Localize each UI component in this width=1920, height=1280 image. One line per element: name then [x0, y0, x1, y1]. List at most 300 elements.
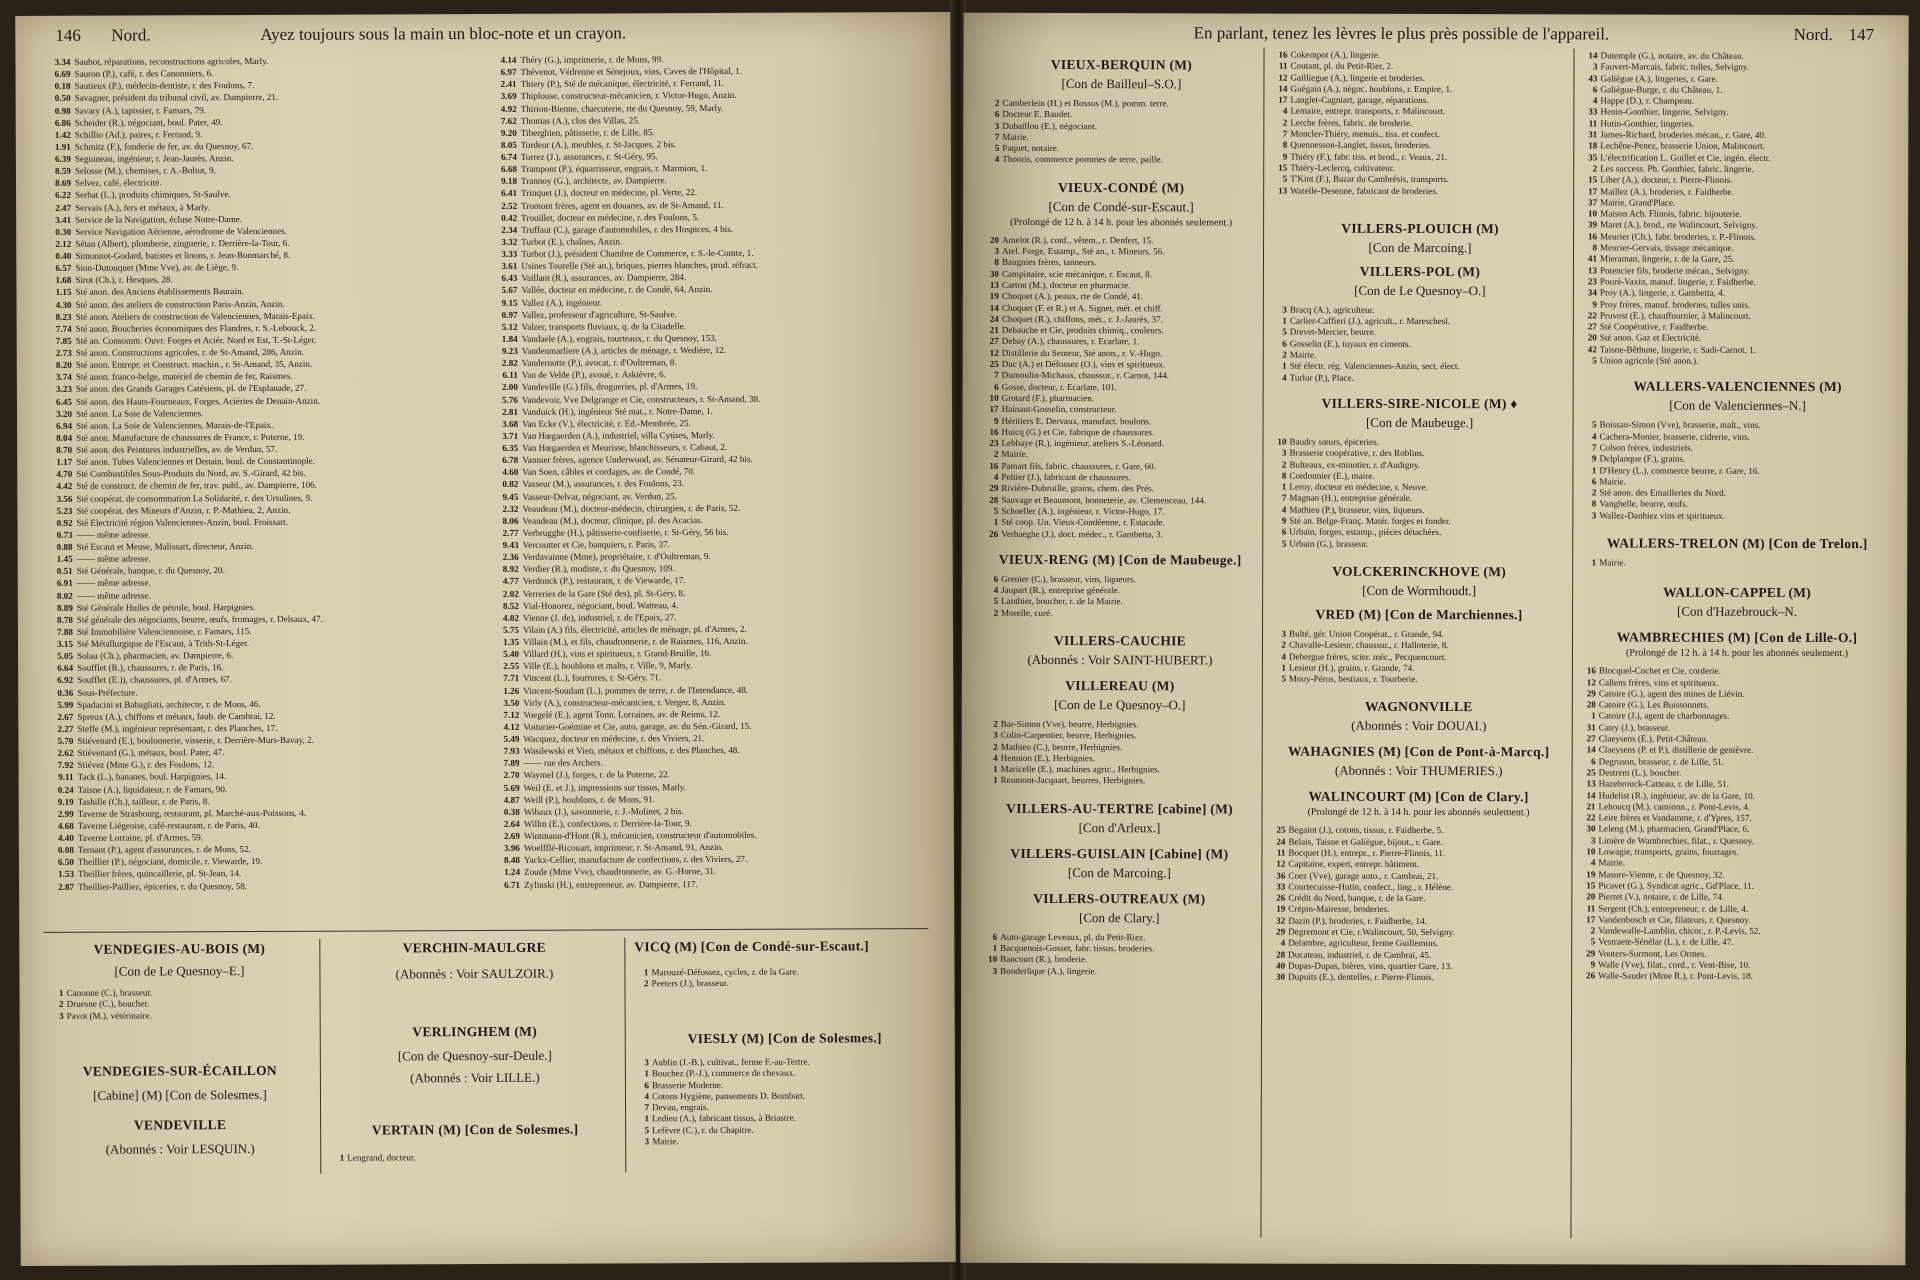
listing-row: [983, 965, 1255, 977]
listing-text: Bouchez (P.-J.), commerce de chevaux.: [651, 1067, 796, 1079]
listing-text: Verreries de la Gare (Sté des), pl. St-Géry, 8.: [522, 587, 686, 599]
listing-number: 29: [1586, 688, 1596, 699]
listing-number: 26: [1276, 892, 1286, 903]
listing-number: 14: [1588, 50, 1598, 61]
listing-number: 3: [1281, 628, 1287, 639]
listing-text: Begaint (J.), cotons, tissus, r. Faidherbe, 5.: [1288, 825, 1444, 836]
listing-number: 18: [1588, 140, 1598, 151]
listing-row: [1273, 83, 1567, 95]
listing-row: [1581, 948, 1891, 960]
listing-text: Van Hœgaerden (A.), industriel, villa Cytises, Marly.: [522, 429, 715, 441]
listing-number: 2.67: [57, 711, 74, 722]
listing-text: Sté anon. Constructions agricoles, r. de St-Amand, 286, Anzin.: [75, 346, 305, 358]
listing-text: Atel. Forge, Estamp., Sté an., r. Mineurs, 56.: [1002, 245, 1165, 257]
listing-row: [1272, 527, 1566, 539]
listing-row: [1583, 62, 1893, 74]
listing-row: [1583, 141, 1893, 153]
listing-text: Meurier-Gervais, tissage mécanique.: [1600, 242, 1734, 253]
listing-number: 3: [992, 965, 998, 976]
listing-row: [1583, 107, 1893, 119]
listing-number: 29: [989, 483, 999, 494]
listing-text: Verhaeghe (J.), doct. médec., r. Gambetta, 3.: [1001, 528, 1163, 539]
listing-number: 8.06: [502, 515, 519, 526]
listing-text: Claeysens (P. et P.), distillerie de genièvre.: [1598, 744, 1754, 756]
listing-number: 11: [1586, 902, 1596, 913]
listing-number: 40: [1276, 960, 1286, 971]
listing-text: Chavalle-Lesieur, chaussur., r. Halloterie, 8.: [1288, 639, 1449, 651]
listing-number: 4.77: [502, 576, 519, 587]
listing-row: [1272, 628, 1566, 640]
listing-text: Saubot, réparations, reconstructions agricoles, Marly.: [74, 55, 269, 67]
listing-number: 25: [1586, 767, 1596, 778]
listing-text: Hainaut-Gosselin, constructeur.: [1001, 404, 1117, 415]
listing-row: [1273, 437, 1567, 449]
listing-text: Crépin-Mairesse, broderies.: [1288, 904, 1390, 915]
listing-row: [1271, 848, 1565, 860]
listing-number: 2.82: [501, 357, 518, 369]
listing-text: Coutant, pl. du Petit-Rier, 2.: [1290, 60, 1394, 72]
listing-row: [1581, 937, 1891, 949]
listing-text: Sté anon. La Soie de Valenciennes, Marais-de-l'Epaix.: [76, 419, 274, 431]
listing-number: 5: [994, 143, 1000, 154]
listing-number: 0.40: [55, 250, 72, 261]
listing-row: [984, 764, 1256, 776]
listing-number: 15: [1588, 174, 1598, 185]
listing-number: 17: [1278, 94, 1288, 105]
listing-row: [985, 132, 1257, 144]
listing-number: 27: [989, 336, 999, 347]
listing-number: 2: [993, 718, 998, 729]
listing-number: 16: [1586, 665, 1596, 676]
page-number: 147: [1848, 25, 1875, 45]
listing-row: [1583, 73, 1893, 85]
listing-text: Ledieu (A.), fabricant tissus, à Briastre.: [652, 1113, 796, 1124]
listing-row: [1583, 152, 1893, 164]
listing-number: 0.38: [503, 806, 520, 817]
town-entries: [1272, 628, 1566, 685]
listing-text: Bocquet (H.), entrepr., r. Pierre-Flinois, 11.: [1288, 847, 1446, 859]
listing-number: 8: [1592, 242, 1598, 253]
listing-text: Thooris, commerce pommes de terre, paille.: [1002, 154, 1163, 165]
town-vendeville: [50, 1117, 310, 1158]
listing-row: [1583, 186, 1893, 198]
listing-number: 0.88: [56, 541, 73, 552]
listing-text: Picavet (G.), Syndicat agric., Gd'Place, 11.: [1598, 880, 1754, 891]
listing-row: [1271, 893, 1565, 905]
listing-number: 5: [1282, 173, 1288, 184]
listing-row: [1273, 117, 1567, 129]
listing-row: [1271, 859, 1565, 871]
listing-text: Selvez, café, électricité.: [74, 177, 162, 189]
listing-text: Blocquel-Cochet et Cie, corderie.: [1598, 665, 1721, 677]
listing-row: [1274, 50, 1568, 62]
listing-number: 4: [1280, 937, 1286, 948]
listing-text: Vouters-Surmont, Les Ormes.: [1598, 948, 1707, 959]
listing-text: Mairie, Grand'Place.: [1600, 197, 1676, 208]
listing-row: [984, 574, 1256, 586]
listing-text: Service Navigation Aérienne, aérodrome de Valenciennes.: [75, 225, 287, 237]
listing-number: 6.41: [501, 188, 518, 199]
listing-number: 14: [989, 302, 999, 313]
listing-number: 10: [988, 954, 998, 965]
listing-text: Schillio (Ad.), paires, r. Ferrand, 9.: [74, 128, 203, 140]
listing-number: 26: [1586, 970, 1596, 981]
town-villers-cauchie: [984, 633, 1256, 669]
listing-text: Tack (L.), bananes, boul. Harpignies, 14.: [77, 771, 227, 783]
listing-text: Brasserie coopérative, r. des Roblins.: [1289, 447, 1425, 459]
listing-text: Linière de Wambrechies, filat., r. Quesnoy.: [1598, 835, 1755, 846]
listing-row: [1272, 651, 1566, 663]
listing-row: [1272, 504, 1566, 516]
listing-number: 10: [1586, 846, 1596, 857]
listing-row: [1583, 344, 1893, 356]
listing-row: [1273, 72, 1567, 84]
listing-text: Drevet-Mercier, beurre.: [1289, 327, 1377, 338]
listing-number: 15: [1586, 880, 1596, 891]
listing-row: [1272, 459, 1566, 471]
listing-number: 7: [1281, 493, 1287, 504]
listing-text: Mairie.: [652, 1136, 679, 1147]
listing-number: 0.42: [501, 212, 518, 223]
listing-text: Schmitz (F.), fonderie de fer, av. du Quesnoy, 67.: [74, 140, 254, 152]
left-page: [15, 12, 955, 1266]
listing-number: 4.14: [500, 54, 517, 65]
listing-text: Sergent (Ch.), entrepreneur, r. de Lille, 4.: [1598, 902, 1749, 914]
listing-row: [1273, 174, 1567, 186]
listing-row: [487, 877, 932, 891]
listing-text: Willm (E.), confections, r. Derrière-la-Tour, 9.: [523, 817, 692, 829]
listing-text: Soufflet (R.), chaussures, r. de Paris, 16.: [77, 662, 224, 674]
listing-row: [1581, 869, 1891, 881]
listing-text: Sté anon. des ateliers de construction Paris-Anzin, Anzin.: [75, 298, 285, 310]
listing-text: Huicq (G.) et Cie, fabrique de chaussures.: [1001, 426, 1155, 438]
listing-text: Henin-Gonthier, lingerie, Selvigny.: [1600, 106, 1729, 118]
town-hours-note: (Prolongé de 12 h. à 14 h. pour les abonnés seulement.): [1010, 216, 1233, 229]
town-vred: [1272, 606, 1566, 685]
listing-number: 7: [994, 370, 999, 381]
listing-number: 5: [993, 505, 999, 516]
listing-row: [1582, 487, 1892, 499]
listing-row: [1273, 304, 1567, 316]
listing-row: [985, 235, 1257, 247]
listing-text: Servais (A.), fers et métaux, à Marly.: [75, 201, 210, 213]
listing-number: 4.68: [57, 820, 74, 831]
listing-row: [984, 517, 1256, 529]
listing-number: 7.89: [503, 758, 520, 769]
listing-text: Héritiers E. Dervaux, manufact. boulons.: [1001, 415, 1152, 426]
listing-number: 16: [1587, 231, 1598, 242]
listing-row: [1583, 209, 1893, 221]
listing-number: 9: [1590, 959, 1596, 970]
town-name: VILLERS-PLOUICH (M): [1341, 220, 1499, 237]
listing-row: [1271, 915, 1565, 927]
listing-number: 6.78: [502, 454, 519, 466]
listing-number: 1: [992, 942, 998, 953]
listing-row: [985, 143, 1257, 155]
listing-text: Sté anon. La Soie de Valenciennes.: [75, 407, 204, 419]
listing-number: 13: [1586, 778, 1596, 789]
listing-number: 9.20: [500, 127, 517, 138]
listing-text: Duc (A.) et Défossez (O.), vins et spiritueux.: [1001, 358, 1166, 370]
listing-text: Lehoucq (M.), camionn., r. Pont-Levis, 4.: [1598, 801, 1751, 812]
listing-number: 24: [1276, 836, 1286, 847]
listing-text: Sté anon. des Grands Garages Catésiens, pl. de l'Esplanade, 27.: [75, 383, 307, 395]
listing-text: Sté coopérat. des Mineurs d'Anzin, r. P.-Mathieu, 2, Anzin.: [76, 504, 291, 516]
listing-row: [985, 370, 1257, 382]
listing-number: 11: [1588, 118, 1598, 129]
listing-number: 9.43: [502, 539, 519, 550]
listing-text: Marouzé-Défossez, cycles, r. de la Gare.: [651, 966, 799, 978]
listing-number: 2: [993, 449, 999, 460]
listing-text: Sté Coopérative, r. Faidherbe.: [1599, 321, 1709, 332]
listing-text: Vial-Honorez, négociant, boul. Watteau, 4.: [522, 599, 679, 611]
listing-number: 3.33: [501, 248, 518, 259]
town-canton: [Con d'Hazebrouck–N.: [1677, 603, 1798, 620]
town-name: VIESLY (M) [Con de Solesmes.]: [687, 1030, 882, 1047]
listing-row: [1273, 185, 1567, 197]
listing-number: 8: [1282, 139, 1288, 150]
listing-text: Vandaele (A.), engrais, tourteaux, r. du Quesnoy, 153.: [521, 332, 718, 344]
town-wallers-valenciennes: [1582, 379, 1892, 522]
listing-text: Lefèvre (C.), r. du Chapitre.: [652, 1124, 754, 1136]
listing-number: 3.61: [501, 260, 518, 272]
listing-text: Dazin (P.), broderies, r. Faidherbe, 14.: [1288, 915, 1427, 926]
listing-text: Devau, engrais.: [652, 1102, 709, 1113]
listing-row: [985, 336, 1257, 348]
listing-row: [1581, 925, 1891, 937]
listing-number: 4: [1282, 106, 1288, 117]
listing-text: Vandernotte (P.), avocat, r. d'Oultreman, 8.: [521, 357, 677, 368]
listing-row: [1582, 790, 1892, 802]
listing-text: Mairie.: [1002, 131, 1029, 142]
listing-text: Sté anon. Manufacture de chaussures de France, r. Poterne, 19.: [76, 431, 305, 443]
listing-row: [1273, 316, 1567, 328]
town-entries: [1582, 420, 1892, 522]
listing-number: 19: [1586, 869, 1596, 880]
listing-number: 1: [58, 987, 64, 998]
listing-number: 3.23: [55, 384, 72, 395]
town-canton: [Con de Condé-sur-Escaut.]: [1048, 198, 1194, 215]
listing-number: 6: [644, 1079, 649, 1090]
listing-number: 16: [1278, 49, 1288, 60]
listing-number: 39: [1587, 219, 1598, 230]
listing-row: [1583, 322, 1893, 334]
listing-text: Moncler-Thiéry, menuis., tiss. et confect.: [1290, 128, 1440, 140]
listing-text: Wacquez, docteur en médecine, r. des Viviers, 21.: [523, 733, 705, 744]
listing-text: Urbain (G.), brasseur.: [1289, 538, 1369, 549]
listing-number: 4: [1281, 504, 1287, 515]
listing-text: Baudry sœurs, épiceries.: [1289, 436, 1379, 447]
listing-row: [1582, 745, 1892, 757]
listing-text: Les success. Ph. Gonthier, fabric. lingerie.: [1600, 163, 1754, 174]
town-verlinghem: [330, 1023, 620, 1086]
listing-number: 6.86: [54, 117, 71, 128]
town-villers-sire-nicole: [1272, 396, 1566, 551]
listing-text: Jaupart (R.), entreprise générale.: [1001, 584, 1120, 596]
listing-number: 20: [1586, 891, 1596, 902]
listing-text: Bonderlique (A.), lingerie.: [1000, 965, 1097, 976]
listing-row: [41, 879, 479, 893]
listing-row: [984, 449, 1256, 461]
listing-row: [1271, 938, 1565, 950]
listing-text: Savagner, président du tribunal civil, av. Dampierre, 21.: [74, 92, 279, 104]
listing-row: [1581, 835, 1891, 847]
listing-row: [1273, 61, 1567, 73]
listing-row: [984, 753, 1256, 765]
listing-text: Théry (G.), imprimerie, r. de Mons, 99.: [520, 54, 664, 65]
listing-number: 30: [989, 268, 999, 279]
listing-number: 2: [1282, 349, 1287, 360]
listing-text: Trouillet, docteur en médecine, r. des Foulons, 5.: [521, 211, 700, 223]
listing-number: 5.69: [503, 782, 520, 793]
listing-text: Villard (H.), vins et spiritueux, r. Grand-Bruille, 16.: [523, 648, 712, 659]
listing-number: 36: [1276, 870, 1286, 881]
listing-number: 32: [1276, 915, 1286, 926]
listing-text: Dumoulin-Michaux, chaussur., r. Carnot, 144.: [1001, 370, 1169, 381]
page-section: Nord.: [1793, 24, 1833, 45]
town-name: WAGNONVILLE: [1365, 699, 1473, 715]
listing-number: 3.96: [503, 842, 520, 854]
listing-number: 2.47: [55, 202, 72, 213]
listing-row: [1272, 470, 1566, 482]
listing-text: Lesieur (H.), grains, r. Grande, 74.: [1288, 662, 1415, 673]
left-column-2: [483, 52, 932, 924]
town-volckerinckhove: [1272, 563, 1566, 599]
listing-row: [1273, 327, 1567, 339]
listing-text: Distillerie du Semeur, Sté anon., r. V.-Hugo.: [1001, 347, 1163, 359]
listing-text: Auto-garage Leveaux, pl. du Petit-Riez.: [1000, 931, 1146, 943]
town-name: VRED (M) [Con de Marchiennes.]: [1315, 606, 1523, 623]
listing-text: Steffe (M.), ingénieur représentant, r. des Planches, 17.: [77, 722, 278, 734]
listing-row: [1582, 801, 1892, 813]
listing-text: Stiévez (Mme G.), r. des Foulons, 12.: [77, 759, 215, 771]
listing-text: Debergue frères, scier. méc., Pecquencourt.: [1288, 651, 1447, 662]
listing-number: 8: [994, 257, 999, 268]
listing-text: Masure-Vienne, r. de Quesnoy, 32.: [1598, 869, 1725, 880]
listing-row: [1272, 538, 1566, 550]
listing-text: Carton (M.), docteur en pharmacie.: [1001, 279, 1131, 291]
listing-row: [1581, 971, 1891, 983]
town-vendegies-au-bois: [49, 941, 309, 1022]
town-name: VILLERS-AU-TERTRE [cabine] (M): [1006, 800, 1233, 817]
listing-text: Ville (E.), houblons et malts, r. Ville, 9, Marly.: [523, 660, 693, 672]
listing-text: Vasseur-Delvar, négociant, av. Verdun, 25.: [522, 490, 677, 502]
town-viesly: [635, 1030, 936, 1148]
listing-number: 10: [1277, 436, 1287, 447]
listing-row: [1583, 96, 1893, 108]
listing-text: Tashille (Ch.), tailleur, r. de Paris, 8.: [77, 795, 210, 807]
listing-number: 43: [1588, 72, 1598, 84]
listing-text: Veaudeau (M.), docteur, clinique, pl. des Acacias.: [522, 514, 703, 526]
listing-number: 6.50: [58, 857, 74, 868]
listing-row: [984, 461, 1256, 473]
right-column-3: [1581, 50, 1893, 982]
listing-number: 1.35: [503, 636, 520, 647]
listing-row: [1582, 476, 1892, 488]
listing-number: 12: [1276, 858, 1286, 869]
town-canton: [Con de Marcoing.]: [1368, 239, 1472, 255]
town-name: VILLERS-CAUCHIE: [1053, 632, 1187, 649]
listing-row: [984, 528, 1256, 540]
listing-number: 3.69: [500, 91, 517, 102]
listing-row: [984, 438, 1256, 450]
listing-row: [1582, 557, 1892, 569]
listing-number: 33: [1276, 881, 1286, 892]
listing-text: Sté anon. Entrepr. et Construct. machin., r. St-Amand, 35, Anzin.: [75, 358, 313, 370]
town-entries: [635, 1056, 935, 1148]
town-name: VIEUX-CONDÉ (M): [1057, 179, 1185, 196]
listing-text: Vilain (A.) fils, électricité, articles de ménage, pl. d'Armes, 2.: [522, 623, 747, 635]
listing-number: 3.71: [502, 430, 519, 441]
town-villers-guislain: [983, 846, 1255, 882]
listing-number: 8.20: [55, 359, 72, 370]
town-canton: [Con de Quesnoy-sur-Deule.]: [397, 1047, 552, 1064]
listing-number: 3: [59, 1010, 64, 1021]
listing-number: 2.81: [502, 406, 519, 417]
listing-number: 5: [993, 596, 999, 607]
listing-text: Sté anon. des Anciens établissements Baurain.: [75, 286, 244, 298]
listing-text: Cokempot (A.), lingerie.: [1290, 49, 1381, 60]
listing-number: 3.74: [55, 372, 72, 383]
listing-row: [985, 404, 1257, 416]
listing-row: [1582, 688, 1892, 700]
listing-text: Verdavainne (Mme), propriétaire, r. d'Oultreman, 9.: [522, 551, 711, 562]
listing-text: Sté anon. des Hauts-Fourneaux, Forges, Aciéries de Denain-Anzin.: [75, 395, 321, 407]
listing-number: 2: [1592, 163, 1598, 174]
listing-text: Destrem (L.), boucher.: [1598, 767, 1682, 778]
listing-text: Gosse, docteur, r. Ecarlate, 101.: [1001, 381, 1118, 392]
listing-row: [1271, 949, 1565, 961]
town-villereau: [984, 678, 1256, 787]
town-wambrechies: [1581, 630, 1892, 983]
listing-number: 2: [59, 999, 64, 1010]
listing-number: 4.92: [500, 103, 517, 114]
listing-text: Trinquet (J.), docteur en médecine, pl. Verte, 22.: [521, 187, 698, 199]
listing-row: [1271, 972, 1565, 984]
listing-number: 6.94: [56, 420, 73, 431]
listing-number: 3.15: [57, 638, 74, 649]
right-column-1: [983, 49, 1257, 978]
listing-number: 6.35: [502, 442, 519, 453]
listing-number: 2.55: [503, 661, 520, 672]
listing-text: Van Ecke (V.), électricité, r. Ed.-Membrée, 25.: [522, 417, 691, 429]
listing-row: [985, 348, 1257, 360]
town-entries: [984, 235, 1257, 541]
listing-text: Docteur E. Baudet.: [1002, 109, 1073, 120]
listing-row: [1583, 355, 1893, 367]
listing-row: [1583, 333, 1893, 345]
listing-text: Theillier-Pailliez, épiceries, r. du Quesnoy, 58.: [78, 880, 248, 892]
listing-number: 1.42: [54, 129, 71, 140]
listing-text: Bulté, gér. Union Coopérat., r. Grande, 94.: [1289, 628, 1444, 639]
listing-text: Vanduick (H.), ingénieur Sté mat., r. Notre-Dame, 1.: [521, 405, 713, 417]
listing-number: 29: [1276, 926, 1286, 937]
listing-text: Wibaux (J.), savonnerie, r. J.-Molinet, 2 bis.: [523, 805, 684, 817]
listing-text: Truffaut (C.), garage d'automobiles, r. des Hospices, 4 bis.: [521, 223, 734, 235]
listing-text: Potencier fils, broderie mécan., Selvigny.: [1599, 265, 1750, 276]
listing-text: Tiberghien, pâtisserie, r. de Lille, 85.: [520, 127, 655, 138]
listing-row: [1583, 254, 1893, 266]
listing-row: [635, 1135, 935, 1148]
listing-text: Virly (A.), constructeur-mécanicien, r. Verger, 8, Anzin.: [523, 696, 726, 708]
town-entries: [984, 719, 1256, 787]
listing-number: 0.92: [56, 517, 73, 528]
town-villers-pol: [1273, 263, 1567, 384]
town-vieux-conde: [984, 180, 1257, 541]
listing-text: Capitaine, expert, entrepr. bâtiment.: [1288, 858, 1419, 870]
listing-number: 1: [1282, 315, 1287, 326]
listing-text: Sétan (Albert), plomberie, zinguerie, r. Derrière-la-Tour, 6.: [75, 237, 290, 249]
